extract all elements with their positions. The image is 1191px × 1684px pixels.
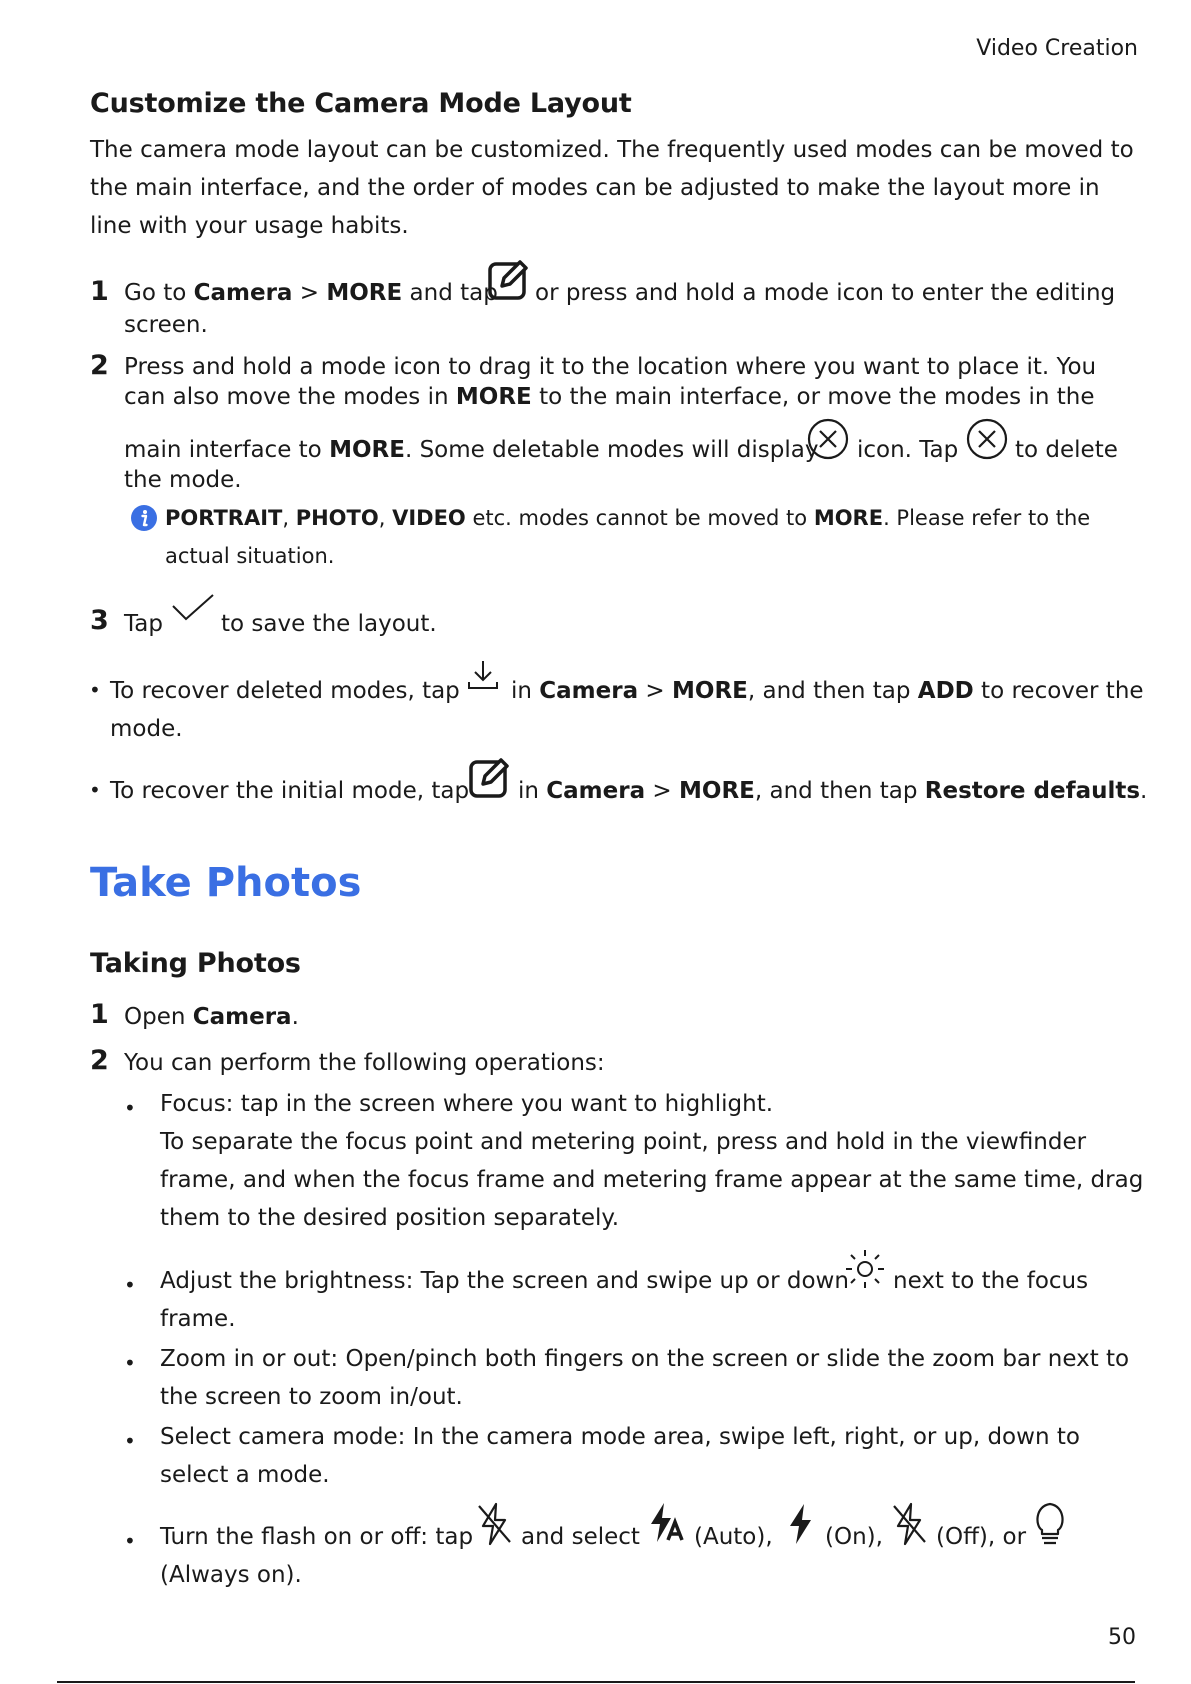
op-flash-off: (Off), or bbox=[936, 1524, 1027, 1550]
bullet1-line-1a: To recover deleted modes, tap bbox=[110, 678, 460, 704]
bullet-dot: • bbox=[89, 678, 101, 702]
page-number: 50 bbox=[1108, 1625, 1136, 1650]
subsection-title-taking-photos: Taking Photos bbox=[90, 948, 301, 979]
op-focus-line-2: To separate the focus point and metering point, press and hold in the viewfinder bbox=[160, 1129, 1087, 1155]
op-flash-on: (On), bbox=[825, 1524, 883, 1550]
op-mode-line-1: Select camera mode: In the camera mode area, swipe left, right, or up, down to bbox=[160, 1424, 1080, 1450]
bullet1-line-1b: in Camera > MORE, and then tap ADD to recover the bbox=[511, 678, 1144, 704]
bullet-dot: • bbox=[124, 1429, 136, 1453]
op-focus-line-3: frame, and when the focus frame and metering frame appear at the same time, drag bbox=[160, 1167, 1144, 1193]
intro-line-3: line with your usage habits. bbox=[90, 213, 409, 239]
step1-line-2: screen. bbox=[124, 312, 208, 338]
intro-line-2: the main interface, and the order of modes can be adjusted to make the layout more in bbox=[90, 175, 1100, 201]
intro-line-1: The camera mode layout can be customized. The frequently used modes can be moved to bbox=[90, 137, 1134, 163]
bullet2-line-1b: in Camera > MORE, and then tap Restore defaults. bbox=[518, 778, 1148, 804]
op-flash-auto: (Auto), bbox=[694, 1524, 773, 1550]
bullet-dot: • bbox=[124, 1096, 136, 1120]
step1-line-1: Go to Camera > MORE and tap bbox=[124, 280, 498, 306]
step-number-1: 1 bbox=[90, 999, 109, 1030]
step2-icon-tap: icon. Tap bbox=[857, 437, 959, 463]
flash-on-icon bbox=[784, 1502, 816, 1550]
step-number-2: 2 bbox=[90, 1045, 109, 1076]
op-flash-select: and select bbox=[521, 1524, 640, 1550]
brightness-sun-icon bbox=[843, 1247, 887, 1295]
delete-circle-icon bbox=[806, 417, 850, 465]
op-focus-line-1: Focus: tap in the screen where you want to highlight. bbox=[160, 1091, 774, 1117]
op-flash-line-1a: Turn the flash on or off: tap bbox=[160, 1524, 474, 1550]
op-flash-line-2: (Always on). bbox=[160, 1562, 302, 1588]
bullet-dot: • bbox=[124, 1351, 136, 1375]
op-brightness-line-2: frame. bbox=[160, 1306, 236, 1332]
running-header: Video Creation bbox=[976, 36, 1138, 61]
op-zoom-line-2: the screen to zoom in/out. bbox=[160, 1384, 463, 1410]
flash-off-icon bbox=[474, 1501, 514, 1551]
op-brightness-line-1a: Adjust the brightness: Tap the screen and swipe up or down bbox=[160, 1268, 849, 1294]
checkmark-icon bbox=[170, 592, 216, 630]
step-number-2: 2 bbox=[90, 350, 109, 381]
flash-auto-icon bbox=[644, 1500, 688, 1550]
footer-divider bbox=[57, 1681, 1135, 1683]
bullet-dot: • bbox=[89, 778, 101, 802]
flashlight-bulb-icon bbox=[1030, 1500, 1070, 1552]
step3-text: to save the layout. bbox=[221, 611, 437, 637]
op-brightness-line-1b: next to the focus bbox=[893, 1268, 1089, 1294]
bullet1-line-2: mode. bbox=[110, 716, 183, 742]
step2-line-4: the mode. bbox=[124, 467, 242, 493]
flash-off-icon bbox=[889, 1501, 929, 1551]
section-title-take-photos: Take Photos bbox=[90, 860, 362, 906]
op-focus-line-4: them to the desired position separately. bbox=[160, 1205, 620, 1231]
tp-step2-text: You can perform the following operations: bbox=[124, 1050, 605, 1076]
step2-line-3: main interface to MORE. Some deletable modes will display bbox=[124, 437, 819, 463]
bullet-dot: • bbox=[124, 1273, 136, 1297]
step-number-1: 1 bbox=[90, 276, 109, 307]
download-icon bbox=[465, 658, 501, 698]
edit-icon bbox=[467, 756, 511, 804]
edit-icon bbox=[486, 258, 530, 306]
section-title-customize: Customize the Camera Mode Layout bbox=[90, 88, 632, 119]
step2-line-2: can also move the modes in MORE to the main interface, or move the modes in the bbox=[124, 384, 1095, 410]
note-line-2: actual situation. bbox=[165, 544, 335, 568]
tp-step1-text: Open Camera. bbox=[124, 1004, 299, 1030]
op-zoom-line-1: Zoom in or out: Open/pinch both fingers on the screen or slide the zoom bar next to bbox=[160, 1346, 1130, 1372]
note-line-1: PORTRAIT, PHOTO, VIDEO etc. modes cannot be moved to MORE. Please refer to the bbox=[165, 506, 1091, 530]
bullet-dot: • bbox=[124, 1529, 136, 1553]
delete-circle-icon-2 bbox=[965, 417, 1009, 465]
op-mode-line-2: select a mode. bbox=[160, 1462, 330, 1488]
step3-tap: Tap bbox=[124, 611, 163, 637]
step2-line-1: Press and hold a mode icon to drag it to the location where you want to place it. You bbox=[124, 354, 1097, 380]
info-icon bbox=[130, 504, 158, 536]
step2-to-delete: to delete bbox=[1015, 437, 1118, 463]
step-number-3: 3 bbox=[90, 605, 109, 636]
bullet2-line-1a: To recover the initial mode, tap bbox=[110, 778, 470, 804]
step1-line-1b: or press and hold a mode icon to enter the editing bbox=[535, 280, 1116, 306]
